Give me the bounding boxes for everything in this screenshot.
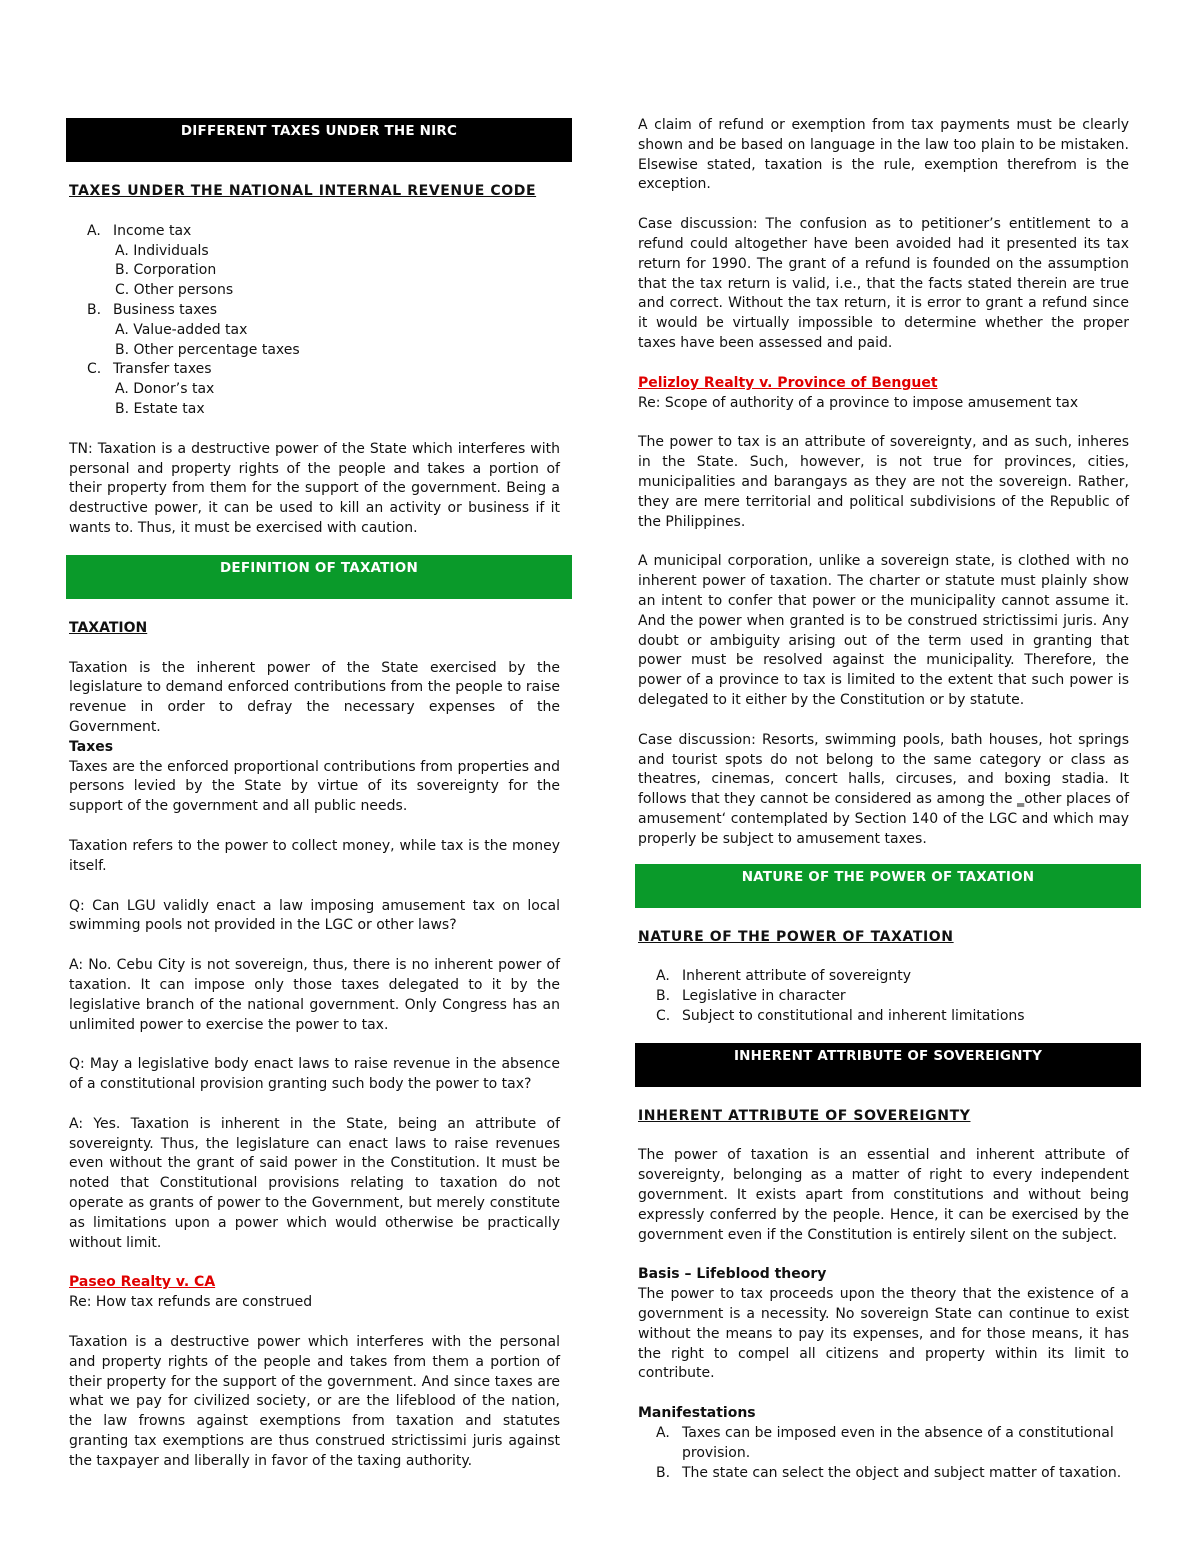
answer-1: A: No. Cebu City is not sovereign, thus, there is no inherent power of taxation. It can impose only those taxes delegated to it by the legislative branch of the national government. Only Congress has an unlimited power to exercise the power to tax. <box>69 957 560 1033</box>
heading-inherent: INHERENT ATTRIBUTE OF SOVEREIGNTY <box>638 1107 971 1124</box>
right-column <box>635 116 1141 1483</box>
case-title-paseo: Paseo Realty v. CA <box>69 1274 216 1291</box>
list-item: A. Inherent attribute of sovereignty <box>656 968 912 985</box>
power-sovereignty-paragraph: The power to tax is an attribute of sovereignty, and as such, inheres in the State. Such, however, is not true for provinces, cities, municipalities and barangays as they are not the sovereign. Rather, they are mere territorial and political subdivisions of the Republic of the Philippines. <box>638 434 1129 530</box>
list-item: B. The state can select the object and subject matter of taxation. <box>656 1464 1122 1481</box>
section-bar-different-taxes: DIFFERENT TAXES UNDER THE NIRC <box>66 118 572 162</box>
heading-taxes-under-nirc: TAXES UNDER THE NATIONAL INTERNAL REVENUE CODE <box>69 183 537 199</box>
claim-paragraph: A claim of refund or exemption from tax payments must be clearly shown and be based on language in the law too plain to be mistaken. Elsewise stated, taxation is the rule, exemption therefrom is the exception. <box>638 117 1129 193</box>
section-bar-nature: NATURE OF THE POWER OF TAXATION <box>635 864 1141 908</box>
question-1: Q: Can LGU validly enact a law imposing amusement tax on local swimming pools not provided in the LGC or other laws? <box>69 897 560 934</box>
municipal-paragraph: A municipal corporation, unlike a sovereign state, is clothed with no inherent power of taxation. The charter or statute must plainly show an intent to confer that power or the municipality cannot assume it. And the power when granted is to be construed strictissimi juris. Any doubt or ambiguity arising out of the term used in granting that power must be resolved against the municipality. Therefore, the power of a province to tax is limited to the extent that such power is delegated to it either by the Constitution or by statute. <box>638 553 1129 708</box>
case-re-pelizloy: Re: Scope of authority of a province to impose amusement tax <box>638 394 1079 411</box>
case-discussion-2: Case discussion: Resorts, swimming pools, bath houses, hot springs and tourist spots do not belong to the same category or class as theatres, cinemas, concert halls, circuses, and boxing stadia. It follows that they cannot be considered as among the ‗other places of amusement‘ contemplated by Section 140 of the LGC and which may properly be subject to amusement taxes. <box>638 731 1129 847</box>
case-title-pelizloy: Pelizloy Realty v. Province of Benguet <box>638 374 938 391</box>
list-item: A. Taxes can be imposed even in the absence of a constitutional provision. <box>656 1425 1114 1461</box>
manifestations-label: Manifestations <box>638 1405 756 1422</box>
list-item: A. Individuals B. Corporation C. Other persons <box>115 242 234 299</box>
case-re-paseo: Re: How tax refunds are construed <box>69 1294 313 1311</box>
question-2: Q: May a legislative body enact laws to raise revenue in the absence of a constitutional provision granting such body the power to tax? <box>69 1056 560 1093</box>
list-item: B. Business taxes <box>87 301 218 318</box>
list-item: A. Value-added tax B. Other percentage taxes <box>115 321 300 358</box>
nature-list <box>638 967 1129 1026</box>
case-discussion-1: Case discussion: The confusion as to petitioner’s entitlement to a refund could altogether have been avoided had it presented its tax return for 1990. The grant of a refund is founded on the assumption that the tax return is valid, i.e., that the facts stated therein are true and correct. Without the tax return, it is error to grant a refund since it would be virtually impossible to determine whether the proper taxes have been assessed and paid. <box>638 216 1129 351</box>
list-item: C. Transfer taxes <box>87 361 212 378</box>
list-item: C. Subject to constitutional and inherent limitations <box>656 1007 1025 1024</box>
basis-paragraph: The power to tax proceeds upon the theory that the existence of a government is a necessity. No sovereign State can continue to exist without the means to pay its expenses, and for those means, it has the right to compel all citizens and property within its limit to contribute. <box>638 1286 1129 1382</box>
taxation-definition: Taxation is the inherent power of the State exercised by the legislature to demand enforced contributions from the people to raise revenue in order to defray the necessary expenses of the Government. <box>69 659 560 735</box>
case-body-paseo: Taxation is a destructive power which interferes with the personal and property rights of the people and takes from them a portion of their property for the support of the government. And since taxes are what we pay for civilized society, or are the lifeblood of the nation, the law frowns against exemptions from taxation and statutes granting tax exemptions are thus construed strictissimi juris against the taxpayer and liberally in favor of the taxing authority. <box>69 1334 561 1469</box>
heading-taxation: TAXATION <box>69 619 148 636</box>
inherent-paragraph: The power of taxation is an essential and inherent attribute of sovereignty, belonging as a matter of right to every independent government. It exists apart from constitutions and without being expressly conferred by the people. Hence, it can be exercised by the government even if the Constitution is entirely silent on the subject. <box>638 1147 1129 1243</box>
tax-list <box>69 222 560 420</box>
heading-nature: NATURE OF THE POWER OF TAXATION <box>638 928 954 945</box>
answer-2: A: Yes. Taxation is inherent in the State, being an attribute of sovereignty. Thus, the legislature can enact laws to raise revenues even without the grant of said power in the Constitution. It must be noted that Constitutional provisions relating to taxation do not operate as grants of power to the Government, but merely constitute as limitations upon a power which would otherwise be practically without limit. <box>69 1115 560 1251</box>
manifestations-list <box>638 1424 1129 1483</box>
left-column <box>66 118 572 1472</box>
tn-paragraph: TN: Taxation is a destructive power of the State which interferes with personal and property rights of the people and takes a portion of their property from them for the support of the government. Being a destructive power, it can be used to kill an activity or business if it wants to. Thus, it must be exercised with caution. <box>69 440 560 536</box>
basis-label: Basis – Lifeblood theory <box>638 1266 827 1283</box>
section-bar-definition: DEFINITION OF TAXATION <box>66 555 572 599</box>
section-bar-inherent: INHERENT ATTRIBUTE OF SOVEREIGNTY <box>635 1043 1141 1087</box>
list-item: A. Donor’s tax B. Estate tax <box>115 381 215 417</box>
list-item: B. Legislative in character <box>656 988 846 1005</box>
list-item: A. Income tax <box>87 222 192 239</box>
power-vs-money: Taxation refers to the power to collect money, while tax is the money itself. <box>69 837 560 874</box>
taxes-label: Taxes <box>69 738 114 755</box>
taxes-definition: Taxes are the enforced proportional contributions from properties and persons levied by the State by virtue of its sovereignty for the support of the government and all public needs. <box>69 758 560 815</box>
